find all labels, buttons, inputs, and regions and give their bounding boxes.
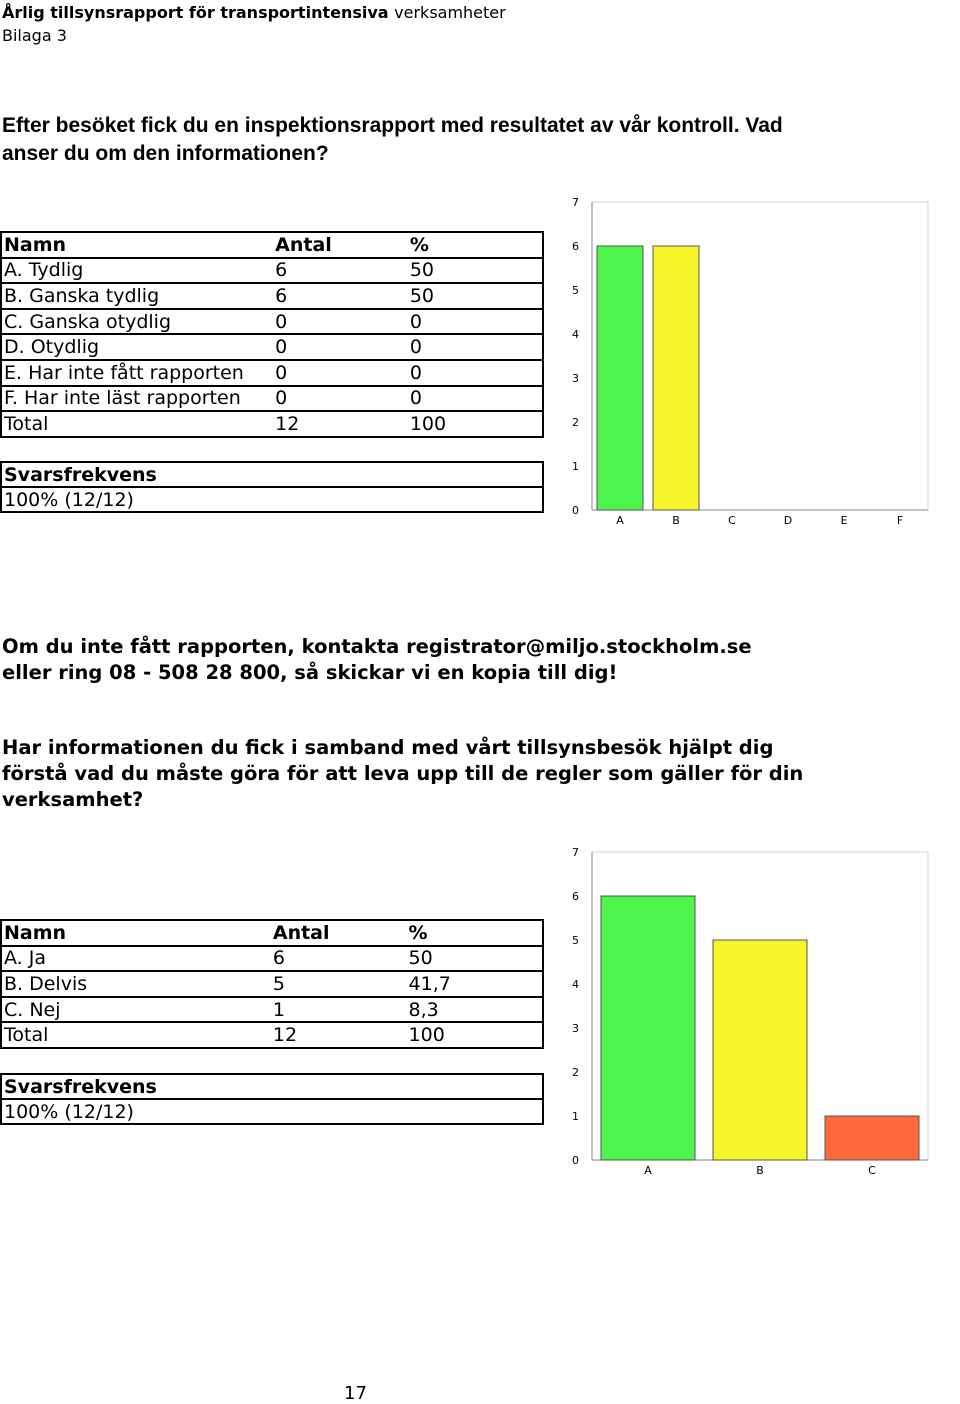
y-tick-label: 0 [572, 504, 579, 517]
column-header: % [407, 920, 543, 946]
table-cell: C. Ganska otydlig [1, 309, 273, 335]
report-title-bold: Årlig tillsynsrapport för transportintensiva [2, 3, 389, 22]
table-row [1, 283, 543, 309]
table-header-row [1, 232, 543, 258]
bar-a [601, 896, 695, 1160]
y-tick-label: 3 [572, 372, 579, 385]
question-1-bar-chart [566, 192, 936, 532]
x-tick-label: E [840, 514, 848, 527]
table-cell: 0 [408, 309, 543, 335]
table-row [1, 411, 543, 437]
y-tick-label: 6 [572, 890, 579, 903]
response-rate-value: 100% (12/12) [1, 1099, 543, 1124]
table-cell: 0 [408, 386, 543, 412]
bar-a [597, 246, 643, 510]
table-cell: 5 [271, 971, 407, 997]
table-cell: 6 [273, 283, 408, 309]
table-cell: 0 [273, 386, 408, 412]
bar-c [825, 1116, 919, 1160]
response-rate-label: Svarsfrekvens [1, 462, 543, 487]
table-cell: 50 [408, 258, 543, 284]
y-tick-label: 2 [572, 1066, 579, 1079]
table-cell: 100 [407, 1022, 543, 1048]
y-tick-label: 5 [572, 284, 579, 297]
table-row [1, 1022, 543, 1048]
table-cell: A. Ja [1, 946, 271, 972]
table-cell: 0 [273, 309, 408, 335]
y-tick-label: 4 [572, 978, 579, 991]
question-2-text: Har informationen du fick i samband med vårt tillsynsbesök hjälpt dig förstå vad du måste göra för att leva upp till de regler som gäller för din verksamhet? [2, 736, 804, 811]
column-header: Antal [271, 920, 407, 946]
response-rate-label: Svarsfrekvens [1, 1074, 543, 1099]
y-tick-label: 5 [572, 934, 579, 947]
table-cell: 50 [407, 946, 543, 972]
x-tick-label: B [756, 1164, 764, 1177]
table-header-row [1, 920, 543, 946]
table-cell: E. Har inte fått rapporten [1, 360, 273, 386]
table-cell: F. Har inte läst rapporten [1, 386, 273, 412]
x-tick-label: D [783, 514, 793, 527]
y-tick-label: 3 [572, 1022, 579, 1035]
table-cell: 100 [408, 411, 543, 437]
question-1-table [0, 231, 544, 438]
appendix-label: Bilaga 3 [2, 26, 67, 45]
y-tick-label: 0 [572, 1154, 579, 1167]
table-cell: 0 [273, 334, 408, 360]
table-cell: 0 [408, 334, 543, 360]
table-cell: Total [1, 1022, 271, 1048]
y-tick-label: 4 [572, 328, 579, 341]
table-cell: 6 [271, 946, 407, 972]
question-2-bar-chart [566, 842, 936, 1182]
table-row [1, 258, 543, 284]
y-tick-label: 6 [572, 240, 579, 253]
question-2-table [0, 919, 544, 1049]
report-title [2, 3, 506, 22]
y-tick-label: 1 [572, 1110, 579, 1123]
report-title-light: verksamheter [394, 3, 506, 22]
question-1-response-table [0, 461, 544, 513]
table-row [1, 997, 543, 1023]
question-1-text: Efter besöket fick du en inspektionsrapport med resultatet av vår kontroll. Vad anser du om den informationen? [2, 114, 783, 165]
table-cell: 12 [273, 411, 408, 437]
bar-b [713, 940, 807, 1160]
y-tick-label: 1 [572, 460, 579, 473]
x-tick-label: C [868, 1164, 876, 1177]
table-cell: 1 [271, 997, 407, 1023]
table-cell: D. Otydlig [1, 334, 273, 360]
y-tick-label: 7 [572, 846, 579, 859]
bar-b [653, 246, 699, 510]
y-tick-label: 2 [572, 416, 579, 429]
column-header: Antal [273, 232, 408, 258]
y-tick-label: 7 [572, 196, 579, 209]
table-cell: 8,3 [407, 997, 543, 1023]
table-cell: B. Delvis [1, 971, 271, 997]
column-header: Namn [1, 232, 273, 258]
x-tick-label: A [644, 1164, 652, 1177]
table-row [1, 360, 543, 386]
table-row [1, 334, 543, 360]
question-2-response-table [0, 1073, 544, 1125]
response-rate-value: 100% (12/12) [1, 487, 543, 512]
x-tick-label: A [616, 514, 624, 527]
table-cell: 50 [408, 283, 543, 309]
column-header: Namn [1, 920, 271, 946]
table-cell: 0 [273, 360, 408, 386]
x-tick-label: F [896, 514, 904, 527]
x-tick-label: B [672, 514, 680, 527]
page-number: 17 [344, 1383, 367, 1404]
table-cell: 0 [408, 360, 543, 386]
table-cell: C. Nej [1, 997, 271, 1023]
table-cell: 12 [271, 1022, 407, 1048]
table-row [1, 971, 543, 997]
table-cell: 6 [273, 258, 408, 284]
table-row [1, 309, 543, 335]
missing-report-note: Om du inte fått rapporten, kontakta registrator@miljo.stockholm.se eller ring 08 - 508 28 800, så skickar vi en kopia till dig! [2, 635, 752, 684]
table-row [1, 946, 543, 972]
column-header: % [408, 232, 543, 258]
table-cell: Total [1, 411, 273, 437]
x-tick-label: C [728, 514, 736, 527]
table-cell: B. Ganska tydlig [1, 283, 273, 309]
table-cell: A. Tydlig [1, 258, 273, 284]
table-row [1, 386, 543, 412]
table-cell: 41,7 [407, 971, 543, 997]
